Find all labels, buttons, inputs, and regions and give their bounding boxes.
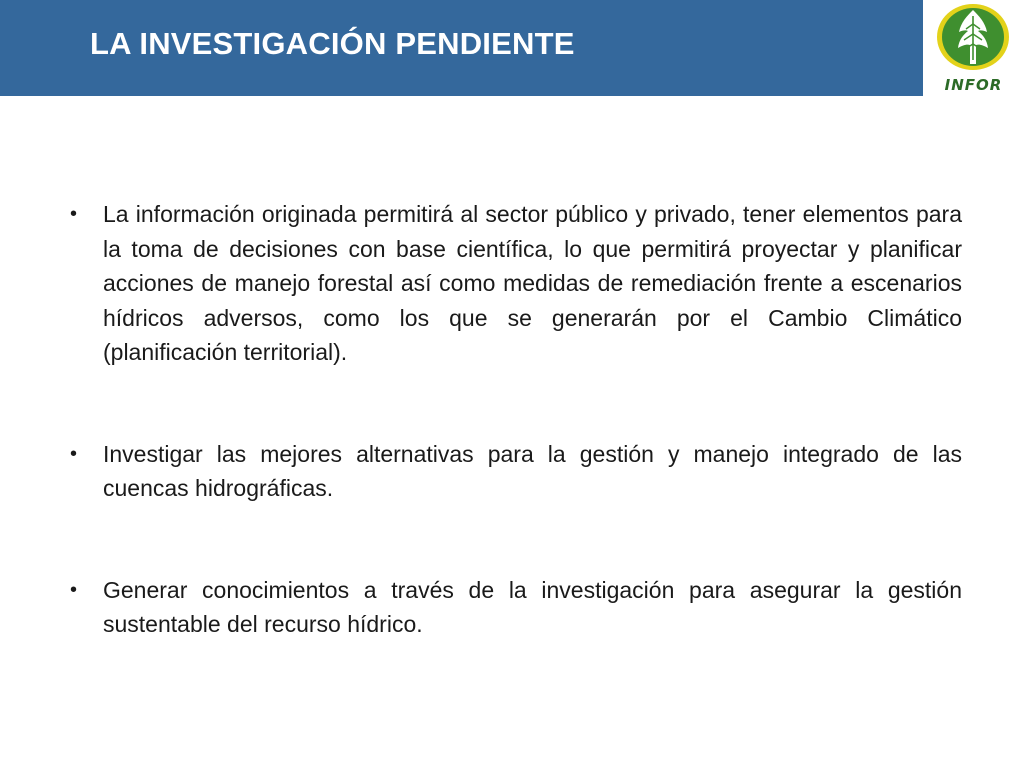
bullet-text: La información originada permitirá al sector público y privado, tener elementos para la toma de decisiones con base científica, lo que permitirá proyectar y planificar acciones de manejo forestal así como medidas de remediación frente a escenarios hídricos adversos, como los que se generarán por el Cambio Climático (planificación territorial). [103,201,962,365]
logo-wordmark: INFOR [944,76,1003,94]
tree-leaf-logo-icon [933,2,1013,74]
bullet-text: Investigar las mejores alternativas para la gestión y manejo integrado de las cuencas hidrográficas. [103,440,962,501]
bullet-item [70,437,962,506]
bullet-dot: • [70,578,78,601]
bullet-item [70,573,962,642]
infor-logo [923,0,1024,96]
bullet-text: Generar conocimientos a través de la investigación para asegurar la gestión sustentable del recurso hídrico. [103,576,962,637]
bullet-item [70,197,962,370]
bullet-list [70,197,962,642]
slide-title: LA INVESTIGACIÓN PENDIENTE [90,26,575,61]
title-bar [0,0,923,96]
bullet-dot: • [70,442,78,465]
bullet-dot: • [70,203,78,225]
